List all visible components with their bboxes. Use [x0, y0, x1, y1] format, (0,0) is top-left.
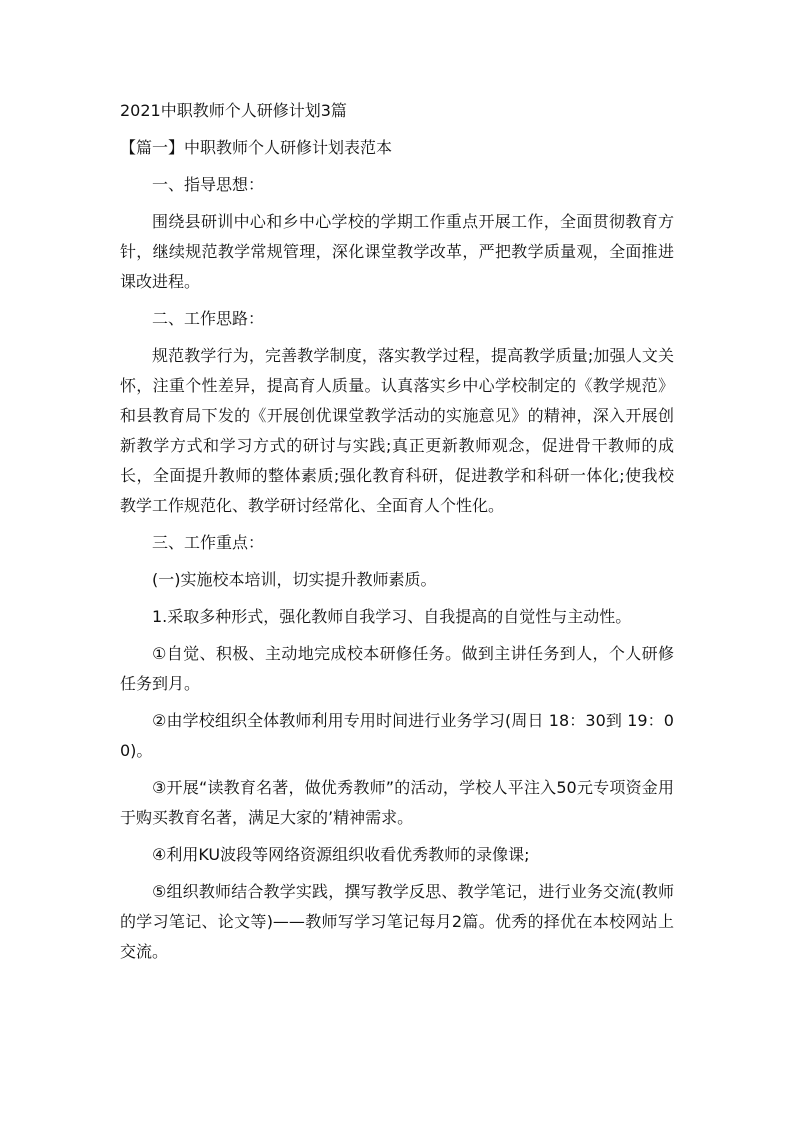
item-self-learning: 1.采取多种形式，强化教师自我学习、自我提高的自觉性与主动性。	[152, 607, 632, 626]
circled-item-4: ④利用KU波段等网络资源组织收看优秀教师的录像课;	[152, 845, 530, 864]
circled-item-2: ②由学校组织全体教师利用专用时间进行业务学习(周日 18：30到 19：00)。	[120, 711, 674, 760]
circled-item-3: ③开展“读教育名著，做优秀教师”的活动，学校人平注入50元专项资金用于购买教育名著，满足大家的’精神需求。	[120, 778, 674, 827]
circled-item-5: ⑤组织教师结合教学实践，撰写教学反思、教学笔记，进行业务交流(教师的学习笔记、论文等)——教师写学习笔记每月2篇。优秀的择优在本校网站上交流。	[120, 882, 674, 961]
section-body-work-approach: 规范教学行为，完善教学制度，落实教学过程，提高教学质量;加强人文关怀，注重个性差异，提高育人质量。认真落实乡中心学校制定的《教学规范》和县教育局下发的《开展创优课堂教学活动的实施意见》的精神，深入开展创新教学方式和学习方式的研讨与实践;真正更新教师观念，促进骨干教师的成长，全面提升教师的整体素质;强化教育科研，促进教学和科研一体化;使我校教学工作规范化、教学研讨经常化、全面育人个性化。	[120, 346, 674, 515]
section-heading-work-focus: 三、工作重点：	[152, 533, 265, 552]
circled-item-1: ①自觉、积极、主动地完成校本研修任务。做到主讲任务到人，个人研修任务到月。	[120, 644, 674, 693]
document-body	[120, 96, 674, 974]
chapter-heading: 【篇一】中职教师个人研修计划表范本	[120, 138, 393, 157]
section-heading-work-approach: 二、工作思路：	[152, 309, 265, 328]
section-heading-guiding-ideology: 一、指导思想：	[152, 175, 265, 194]
subheading-school-training: (一)实施校本培训，切实提升教师素质。	[152, 570, 437, 589]
section-body-guiding-ideology: 围绕县研训中心和乡中心学校的学期工作重点开展工作，全面贯彻教育方针，继续规范教学常规管理，深化课堂教学改革，严把教学质量观，全面推进课改进程。	[120, 212, 674, 291]
document-title: 2021中职教师个人研修计划3篇	[120, 101, 347, 120]
